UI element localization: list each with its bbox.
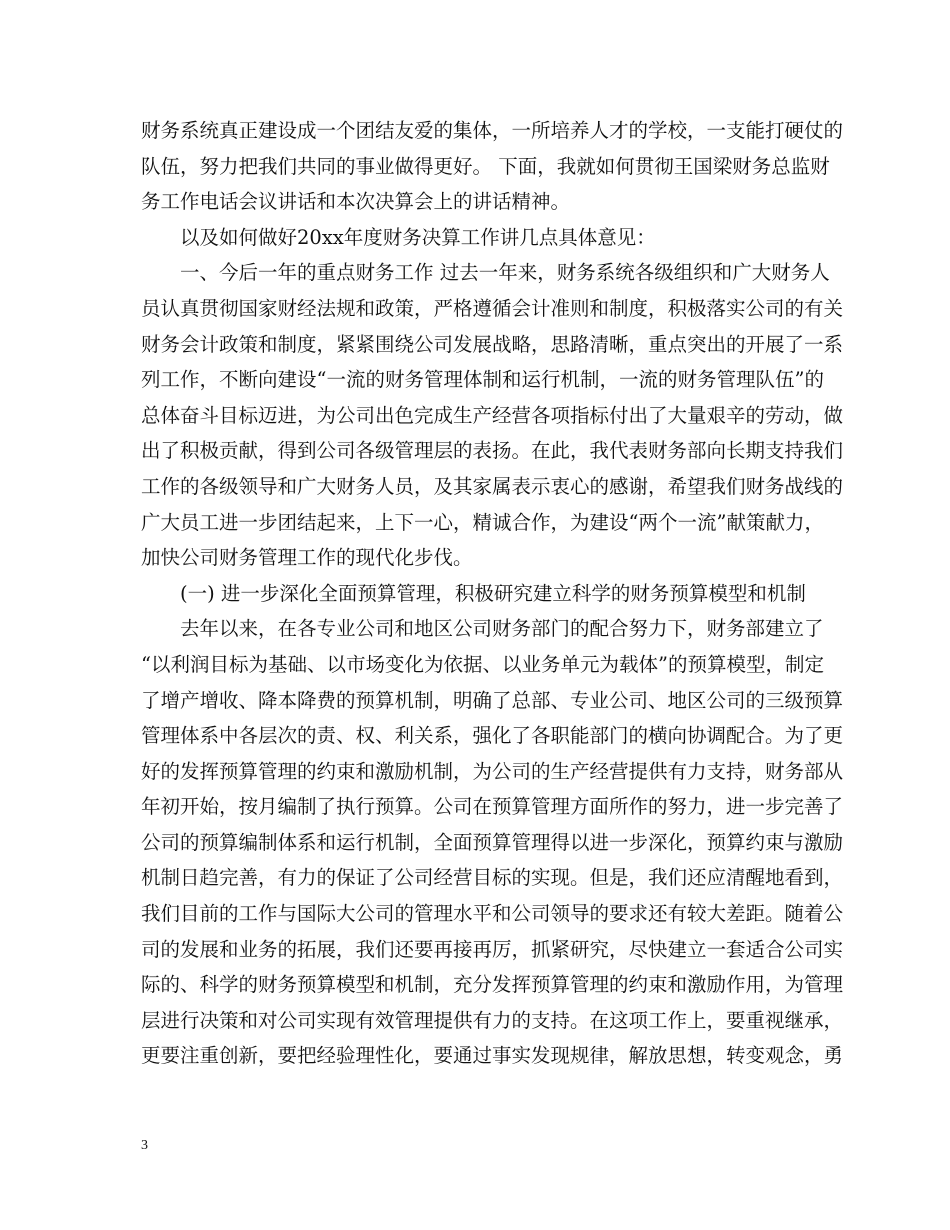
text-line: 去年以来，在各专业公司和地区公司财务部门的配合努力下，财务部建立了 [141, 617, 824, 641]
document-body [141, 113, 844, 1074]
page-number: 3 [141, 1138, 148, 1153]
text-line: 加快公司财务管理工作的现代化步伐。 [141, 546, 473, 570]
text-line: 公司的预算编制体系和运行机制，全面预算管理得以进一步深化，预算约束与激励 [141, 830, 844, 854]
text-line: “以利润目标为基础、以市场变化为依据、以业务单元为载体”的预算模型，制定 [141, 652, 824, 676]
text-line: 广大员工进一步团结起来，上下一心，精诚合作，为建设“两个一流”献策献力， [141, 510, 824, 534]
text-line: 务工作电话会议讲话和本次决算会上的讲话精神。 [141, 190, 571, 214]
text-line: 司的发展和业务的拓展，我们还要再接再厉，抓紧研究，尽快建立一套适合公司实 [141, 937, 844, 961]
text-line: (一) 进一步深化全面预算管理，积极研究建立科学的财务预算模型和机制 [141, 581, 806, 605]
text-line: 财务会计政策和制度，紧紧围绕公司发展战略，思路清晰，重点突出的开展了一系 [141, 332, 844, 356]
text-line: 际的、科学的财务预算模型和机制，充分发挥预算管理的约束和激励作用，为管理 [141, 973, 844, 997]
text-line: 工作的各级领导和广大财务人员，及其家属表示衷心的感谢，希望我们财务战线的 [141, 474, 844, 498]
text-line: 层进行决策和对公司实现有效管理提供有力的支持。在这项工作上，要重视继承， [141, 1008, 844, 1032]
text-line: 员认真贯彻国家财经法规和政策，严格遵循会计准则和制度，积极落实公司的有关 [141, 296, 844, 320]
text-line: 我们目前的工作与国际大公司的管理水平和公司领导的要求还有较大差距。随着公 [141, 902, 844, 926]
text-line: 出了积极贡献，得到公司各级管理层的表扬。在此，我代表财务部向长期支持我们 [141, 439, 844, 463]
text-line: 年初开始，按月编制了执行预算。公司在预算管理方面所作的努力，进一步完善了 [141, 795, 844, 819]
text-line: 管理体系中各层次的责、权、利关系，强化了各职能部门的横向协调配合。为了更 [141, 724, 844, 748]
text-line: 财务系统真正建设成一个团结友爱的集体，一所培养人才的学校，一支能打硬仗的 [141, 119, 844, 142]
text-line: 总体奋斗目标迈进，为公司出色完成生产经营各项指标付出了大量艰辛的劳动，做 [141, 403, 844, 427]
text-line: 一、今后一年的重点财务工作 过去一年来，财务系统各级组织和广大财务人 [141, 261, 830, 285]
text-line: 队伍，努力把我们共同的事业做得更好。 下面，我就如何贯彻王国梁财务总监财 [141, 154, 830, 178]
text-line: 列工作，不断向建设“一流的财务管理体制和运行机制，一流的财务管理队伍”的 [141, 368, 824, 392]
text-line: 好的发挥预算管理的约束和激励机制，为公司的生产经营提供有力支持，财务部从 [141, 759, 844, 783]
text-line: 以及如何做好20xx年度财务决算工作讲几点具体意见： [141, 225, 656, 249]
text-line: 了增产增收、降本降费的预算机制，明确了总部、专业公司、地区公司的三级预算 [141, 688, 844, 712]
text-line: 更要注重创新，要把经验理性化，要通过事实发现规律，解放思想，转变观念，勇 [141, 1044, 844, 1068]
text-line: 机制日趋完善，有力的保证了公司经营目标的实现。但是，我们还应清醒地看到， [141, 866, 844, 890]
